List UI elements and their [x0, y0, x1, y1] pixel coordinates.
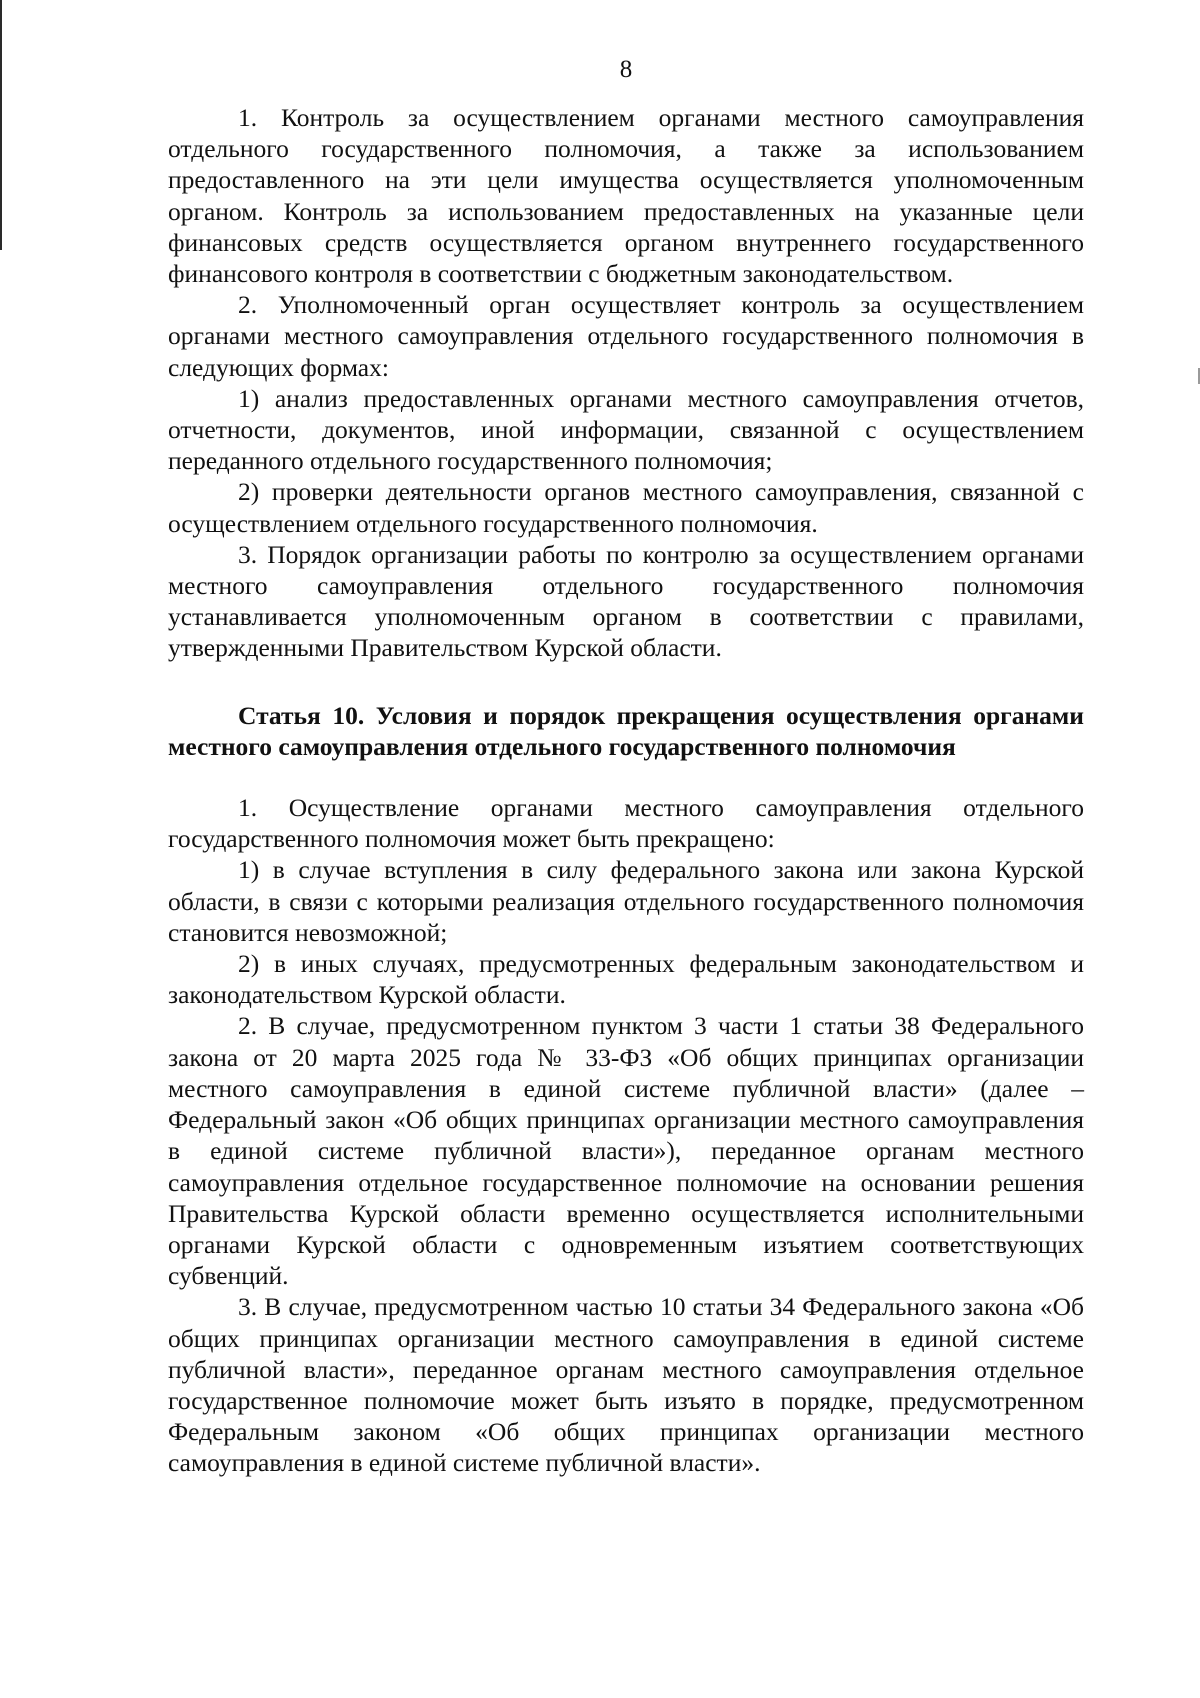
scan-edge-left	[0, 0, 2, 250]
page-number: 8	[619, 56, 633, 83]
paragraph-10-1-1: 1) в случае вступления в силу федерального закона или закона Курской области, в связи с которыми реализация отдельного государственного полномочия становится невозможной;	[168, 855, 1084, 947]
document-page	[168, 55, 1084, 1479]
paragraph-10-2: 2. В случае, предусмотренном пунктом 3 части 1 статьи 38 Федерального закона от 20 марта 2025 года № 33-ФЗ «Об общих принципах организации местного самоуправления в единой системе публичной власти» (далее – Федеральный закон «Об общих принципах организации местного самоуправления в единой системе публичной власти»), переданное органам местного самоуправления отдельное государственное полномочие на основании решения Правительства Курской области временно осуществляется исполнительными органами Курской области с одновременным изъятием соответствующих субвенций.	[168, 1011, 1084, 1291]
paragraph-9-1: 1. Контроль за осуществлением органами местного самоуправления отдельного государственного полномочия, а также за использованием предоставленного на эти цели имущества осуществляется уполномоченным органом. Контроль за использованием предоставленных на указанные цели финансовых средств осуществляется органом внутреннего государственного финансового контроля в соответствии с бюджетным законодательством.	[168, 103, 1084, 289]
article-9-continuation	[168, 102, 1084, 664]
article-10	[168, 700, 1084, 1479]
paragraph-10-1: 1. Осуществление органами местного самоуправления отдельного государственного полномочия может быть прекращено:	[168, 793, 1084, 854]
paragraph-10-1-2: 2) в иных случаях, предусмотренных федеральным законодательством и законодательством Курской области.	[168, 949, 1084, 1010]
paragraph-9-2-2: 2) проверки деятельности органов местного самоуправления, связанной с осуществлением отдельного государственного полномочия.	[168, 477, 1084, 538]
paragraph-10-3: 3. В случае, предусмотренном частью 10 статьи 34 Федерального закона «Об общих принципах организации местного самоуправления в единой системе публичной власти», переданное органам местного самоуправления отдельное государственное полномочие может быть изъято в порядке, предусмотренном Федеральным законом «Об общих принципах организации местного самоуправления в единой системе публичной власти».	[168, 1292, 1084, 1478]
paragraph-9-2-1: 1) анализ предоставленных органами местного самоуправления отчетов, отчетности, документов, иной информации, связанной с осуществлением переданного отдельного государственного полномочия;	[168, 383, 1084, 476]
article-10-heading: Статья 10. Условия и порядок прекращения осуществления органами местного самоуправления отдельного государственного полномочия	[168, 700, 1084, 761]
paragraph-9-2: 2. Уполномоченный орган осуществляет контроль за осуществлением органами местного самоуправления отдельного государственного полномочия в следующих формах:	[168, 290, 1084, 382]
paragraph-9-3: 3. Порядок организации работы по контролю за осуществлением органами местного самоуправления отдельного государственного полномочия устанавливается уполномоченным органом в соответствии с правилами, утвержденными Правительством Курской области.	[168, 539, 1084, 663]
